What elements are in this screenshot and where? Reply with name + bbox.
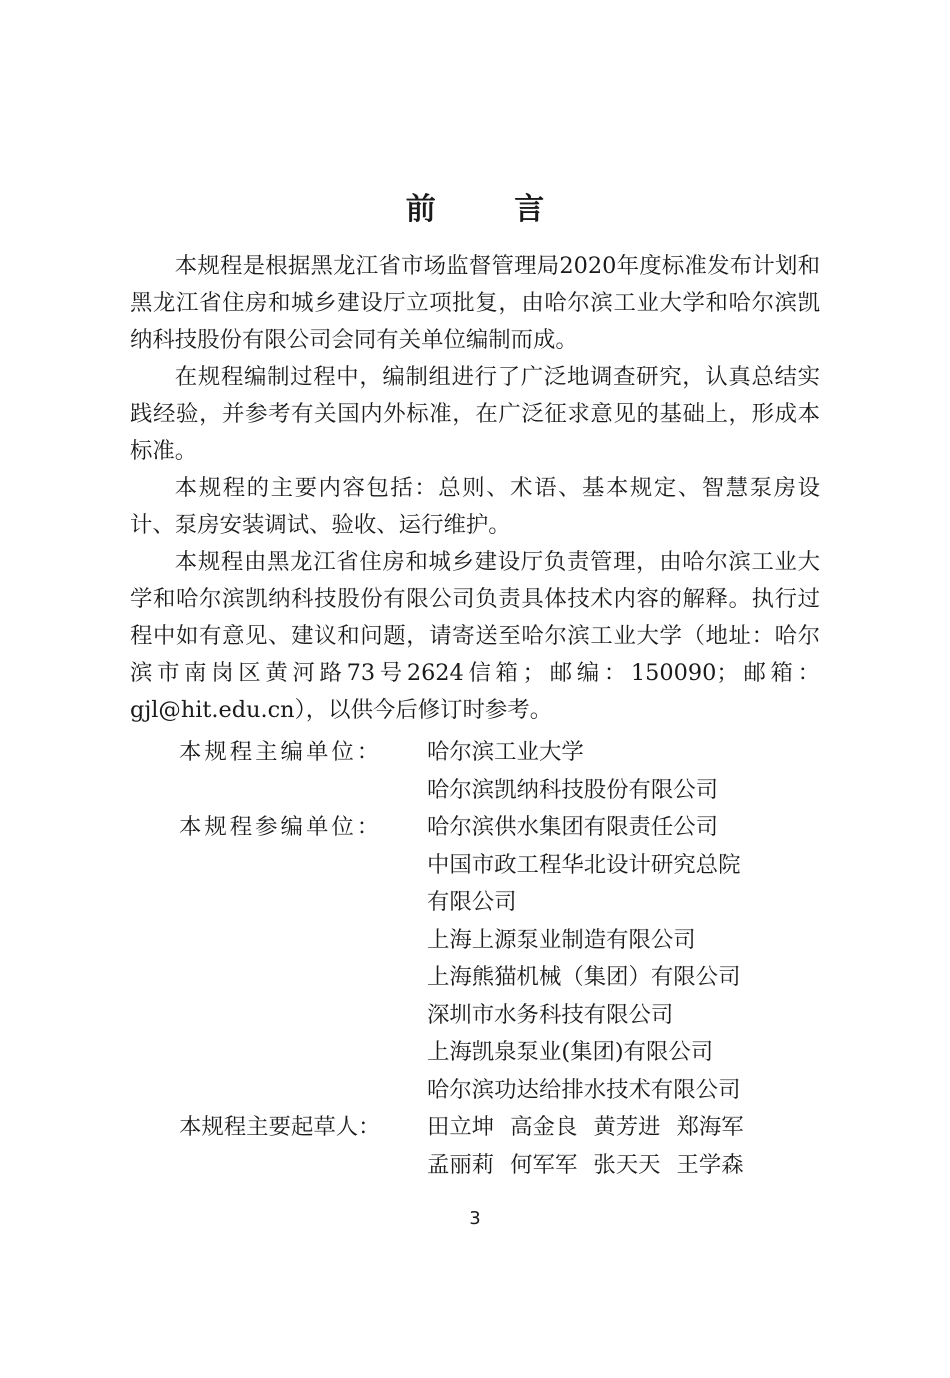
drafters-label: 本规程主要起草人： [179,1114,381,1140]
page-number: 3 [469,1208,481,1229]
participating-unit-item: 中国市政工程华北设计研究总院 [427,851,741,878]
drafter-name: 孟丽莉 [427,1151,495,1178]
drafters-line-1 [427,1109,820,1147]
paragraph-2: 在规程编制过程中，编制组进行了广泛地调查研究，认真总结实践经验，并参考有关国内外标准，在广泛征求意见的基础上，形成本标准。 [130,364,820,464]
drafter-name: 黄芳进 [593,1114,661,1140]
participating-unit-item: 上海熊猫机械（集团）有限公司 [427,964,741,990]
chief-units-list [427,734,820,809]
participating-unit-item: 哈尔滨功达给排水技术有限公司 [427,1076,741,1103]
drafter-name: 高金良 [510,1114,578,1140]
participating-units-row [130,809,820,1109]
participating-unit-item: 哈尔滨供水集团有限责任公司 [427,814,719,840]
units-section [130,734,820,1184]
drafter-name: 张天天 [593,1151,661,1178]
drafter-name: 郑海军 [676,1114,744,1140]
preface-body [130,248,820,729]
participating-unit-item: 有限公司 [427,889,517,915]
participating-units-label: 本规程参编单位： [179,814,383,840]
chief-unit-item: 哈尔滨凯纳科技股份有限公司 [427,776,719,803]
participating-unit-item: 上海上源泵业制造有限公司 [427,926,696,953]
drafter-name: 田立坤 [427,1114,495,1140]
chief-units-label: 本规程主编单位： [179,739,383,765]
paragraph-3: 本规程的主要内容包括：总则、术语、基本规定、智慧泵房设计、泵房安装调试、验收、运行维护。 [130,475,820,538]
paragraph-1: 本规程是根据黑龙江省市场监督管理局2020年度标准发布计划和黑龙江省住房和城乡建设厅立项批复，由哈尔滨工业大学和哈尔滨凯纳科技股份有限公司会同有关单位编制而成。 [130,253,820,353]
drafters-list [427,1109,820,1184]
page-title: 前 言 [405,192,579,227]
chief-unit-item: 哈尔滨工业大学 [427,739,584,765]
drafters-row [130,1109,820,1184]
paragraph-4: 本规程由黑龙江省住房和城乡建设厅负责管理，由哈尔滨工业大学和哈尔滨凯纳科技股份有限公司负责具体技术内容的解释。执行过程中如有意见、建议和问题，请寄送至哈尔滨工业大学（地址：哈尔滨市南岗区黄河路73号2624信箱；邮编：150090；邮箱：gjl@hit.edu.cn），以供今后修订时参考。 [130,549,820,723]
participating-units-list [427,809,820,1109]
participating-unit-item: 上海凯泉泵业(集团)有限公司 [427,1039,714,1065]
drafter-name: 王学森 [676,1151,744,1178]
drafters-line-2 [427,1147,820,1185]
drafter-name: 何军军 [510,1151,578,1178]
participating-unit-item: 深圳市水务科技有限公司 [427,1001,674,1028]
chief-units-row [130,734,820,809]
